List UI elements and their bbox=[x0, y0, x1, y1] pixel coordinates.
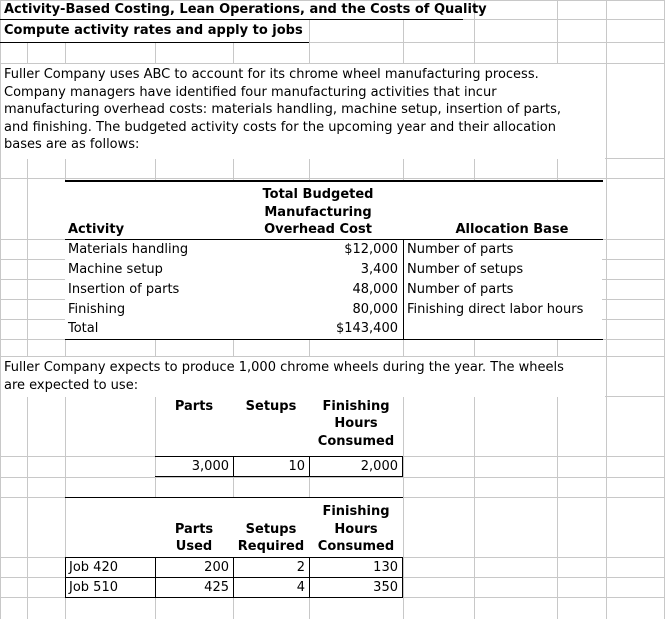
jobs-header-parts1: Parts bbox=[174, 522, 214, 537]
jobs-header-fin2: Hours bbox=[334, 522, 378, 537]
usage-header-fin2: Hours bbox=[334, 416, 378, 431]
allocation-base-header: Allocation Base bbox=[455, 222, 569, 237]
usage-header-setups: Setups bbox=[245, 399, 297, 414]
activity-header: Activity bbox=[68, 222, 125, 237]
page-title: Activity-Based Costing, Lean Operations, and the Costs of Quality bbox=[4, 2, 487, 17]
expect-paragraph: Fuller Company expects to produce 1,000 chrome wheels during the year. The wheels are expected to use: bbox=[1, 357, 605, 397]
jobs-header-parts2: Used bbox=[175, 539, 213, 554]
jobs-header-setups1: Setups bbox=[245, 522, 297, 537]
jobs-header-setups2: Required bbox=[237, 539, 305, 554]
usage-header-fin1: Finishing bbox=[322, 399, 390, 414]
cost-header-line1: Total Budgeted bbox=[262, 187, 374, 202]
page-subtitle: Compute activity rates and apply to jobs bbox=[4, 23, 303, 38]
usage-header-parts: Parts bbox=[174, 399, 214, 414]
intro-paragraph: Fuller Company uses ABC to account for its chrome wheel manufacturing process. Company managers have identified four manufacturing activities that incur manufacturing overhead costs: materials handling, machine setup, insertion of parts, and finishing. The budgeted activity costs for the upcoming year and their allocation bases are as follows: bbox=[1, 64, 605, 159]
cost-header-line2: Manufacturing bbox=[264, 205, 372, 220]
usage-header-fin3: Consumed bbox=[317, 434, 395, 449]
jobs-header-fin1: Finishing bbox=[322, 504, 390, 519]
jobs-header-fin3: Consumed bbox=[317, 539, 395, 554]
cost-header-line3: Overhead Cost bbox=[264, 222, 372, 237]
